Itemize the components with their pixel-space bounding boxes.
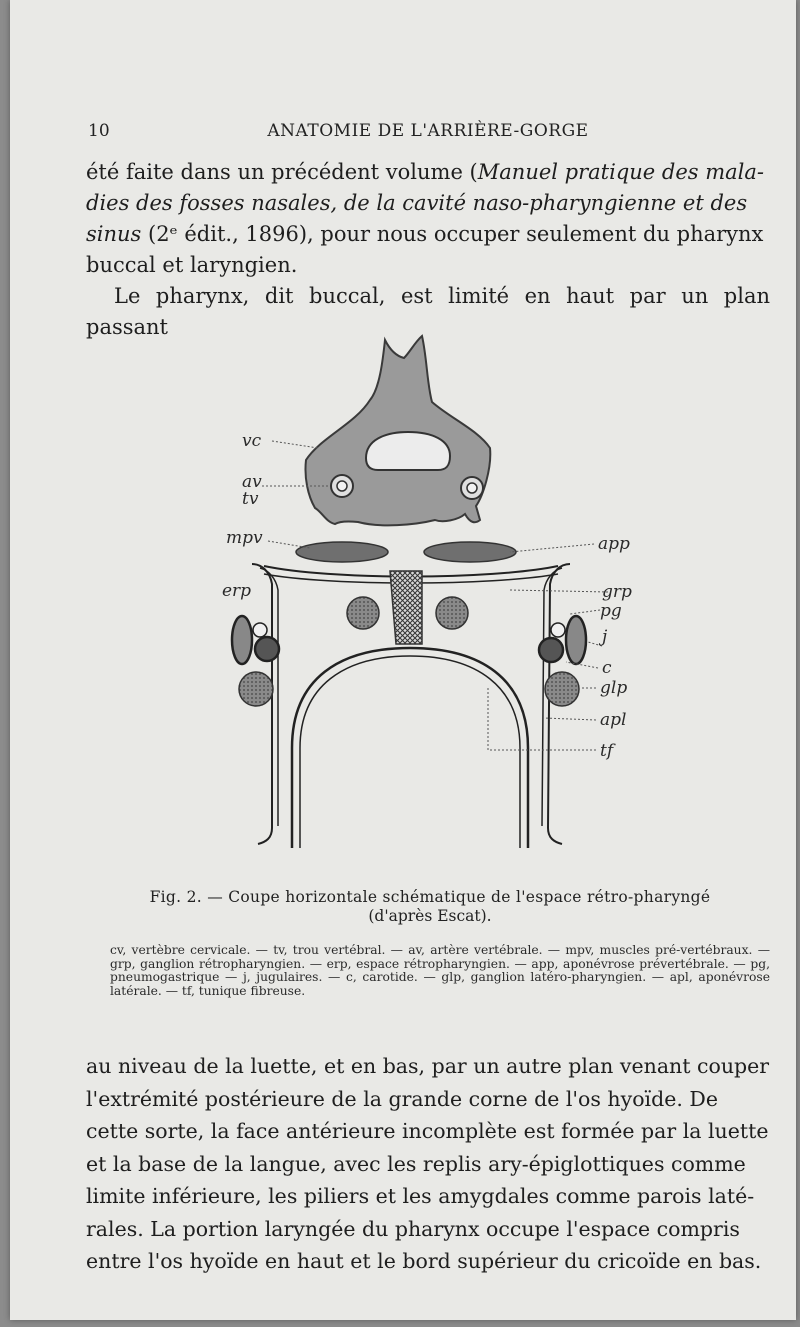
text-line: été faite dans un précédent volume (Manuel pratique des mala- xyxy=(86,160,764,184)
anatomical-figure xyxy=(210,328,650,876)
label-j: j xyxy=(602,627,608,647)
label-grp: grp xyxy=(602,582,632,602)
label-app: app xyxy=(598,534,630,554)
page-header xyxy=(88,121,768,145)
paragraph-bottom xyxy=(86,1050,770,1278)
label-tv: tv xyxy=(242,489,259,509)
label-glp: glp xyxy=(600,678,628,698)
retropharyngeal-ganglion-left xyxy=(347,597,379,629)
label-erp: erp xyxy=(222,581,252,601)
vertebra xyxy=(305,336,490,525)
page-number: 10 xyxy=(88,121,110,141)
retropharyngeal-ganglion-right xyxy=(436,597,468,629)
label-vc: vc xyxy=(242,431,262,451)
pharyngeal-arch xyxy=(292,648,528,848)
text-line: entre l'os hyoïde en haut et le bord supérieur du cricoïde en bas. xyxy=(86,1249,762,1273)
text-line: limite inférieure, les piliers et les amygdales comme parois laté- xyxy=(86,1184,755,1208)
carotid-right xyxy=(539,638,563,662)
figure-legend xyxy=(110,944,770,998)
carotid-left xyxy=(255,637,279,661)
median-septum xyxy=(390,571,422,644)
text-line: cette sorte, la face antérieure incomplète est formée par la luette xyxy=(86,1119,769,1143)
label-pg: pg xyxy=(600,601,622,621)
prevertebral-muscle-left xyxy=(296,542,388,562)
text-line: sinus (2ᵉ édit., 1896), pour nous occuper seulement du pharynx xyxy=(86,222,764,246)
text-line: et la base de la langue, avec les replis ary-épiglottiques comme xyxy=(86,1151,746,1176)
text-line: rales. La portion laryngée du pharynx occupe l'espace compris xyxy=(86,1216,740,1241)
jugular-left xyxy=(232,616,252,664)
caption-title: Fig. 2. — Coupe horizontale schématique de l'espace rétro-pharyngé xyxy=(149,888,711,906)
prevertebral-muscle-right xyxy=(424,542,516,562)
paragraph-top xyxy=(86,157,770,343)
text-line: au niveau de la luette, et en bas, par un autre plan venant couper xyxy=(86,1054,770,1078)
figure-drawing xyxy=(210,328,650,876)
running-title: ANATOMIE DE L'ARRIÈRE-GORGE xyxy=(267,121,589,141)
text-line: l'extrémité postérieure de la grande corne de l'os hyoïde. De xyxy=(86,1086,718,1111)
lateral-ganglion-right xyxy=(545,672,579,706)
caption-source: (d'après Escat). xyxy=(368,907,492,925)
label-tf: tf xyxy=(600,741,614,761)
label-mpv: mpv xyxy=(226,528,263,548)
legend-text: cv, vertèbre cervicale. — tv, trou vertébral. — av, artère vertébrale. — mpv, muscles pré-vertébraux. — grp, ganglion rétropharyngien. — erp, espace rétropharyngien. — app, aponévrose prévertébrale. — pg, pneumogastrique — j, jugulaires. — c, carotide. — glp, ganglion latéro-pharyngien. — apl, aponévrose latérale. — tf, tunique fibreuse. xyxy=(110,943,770,998)
label-apl: apl xyxy=(600,710,627,730)
jugular-right xyxy=(566,616,586,664)
figure-caption xyxy=(110,888,750,926)
text-line: buccal et laryngien. xyxy=(86,253,298,277)
book-page xyxy=(10,0,796,1320)
text-line: Le pharynx, dit buccal, est limité en haut par un plan passant xyxy=(86,284,770,339)
text-line: dies des fosses nasales, de la cavité naso-pharyngienne et des xyxy=(86,191,748,215)
lateral-ganglion-left xyxy=(239,672,273,706)
label-av: av xyxy=(242,472,262,492)
label-c: c xyxy=(602,658,612,678)
vertebral-foramen xyxy=(366,432,450,470)
